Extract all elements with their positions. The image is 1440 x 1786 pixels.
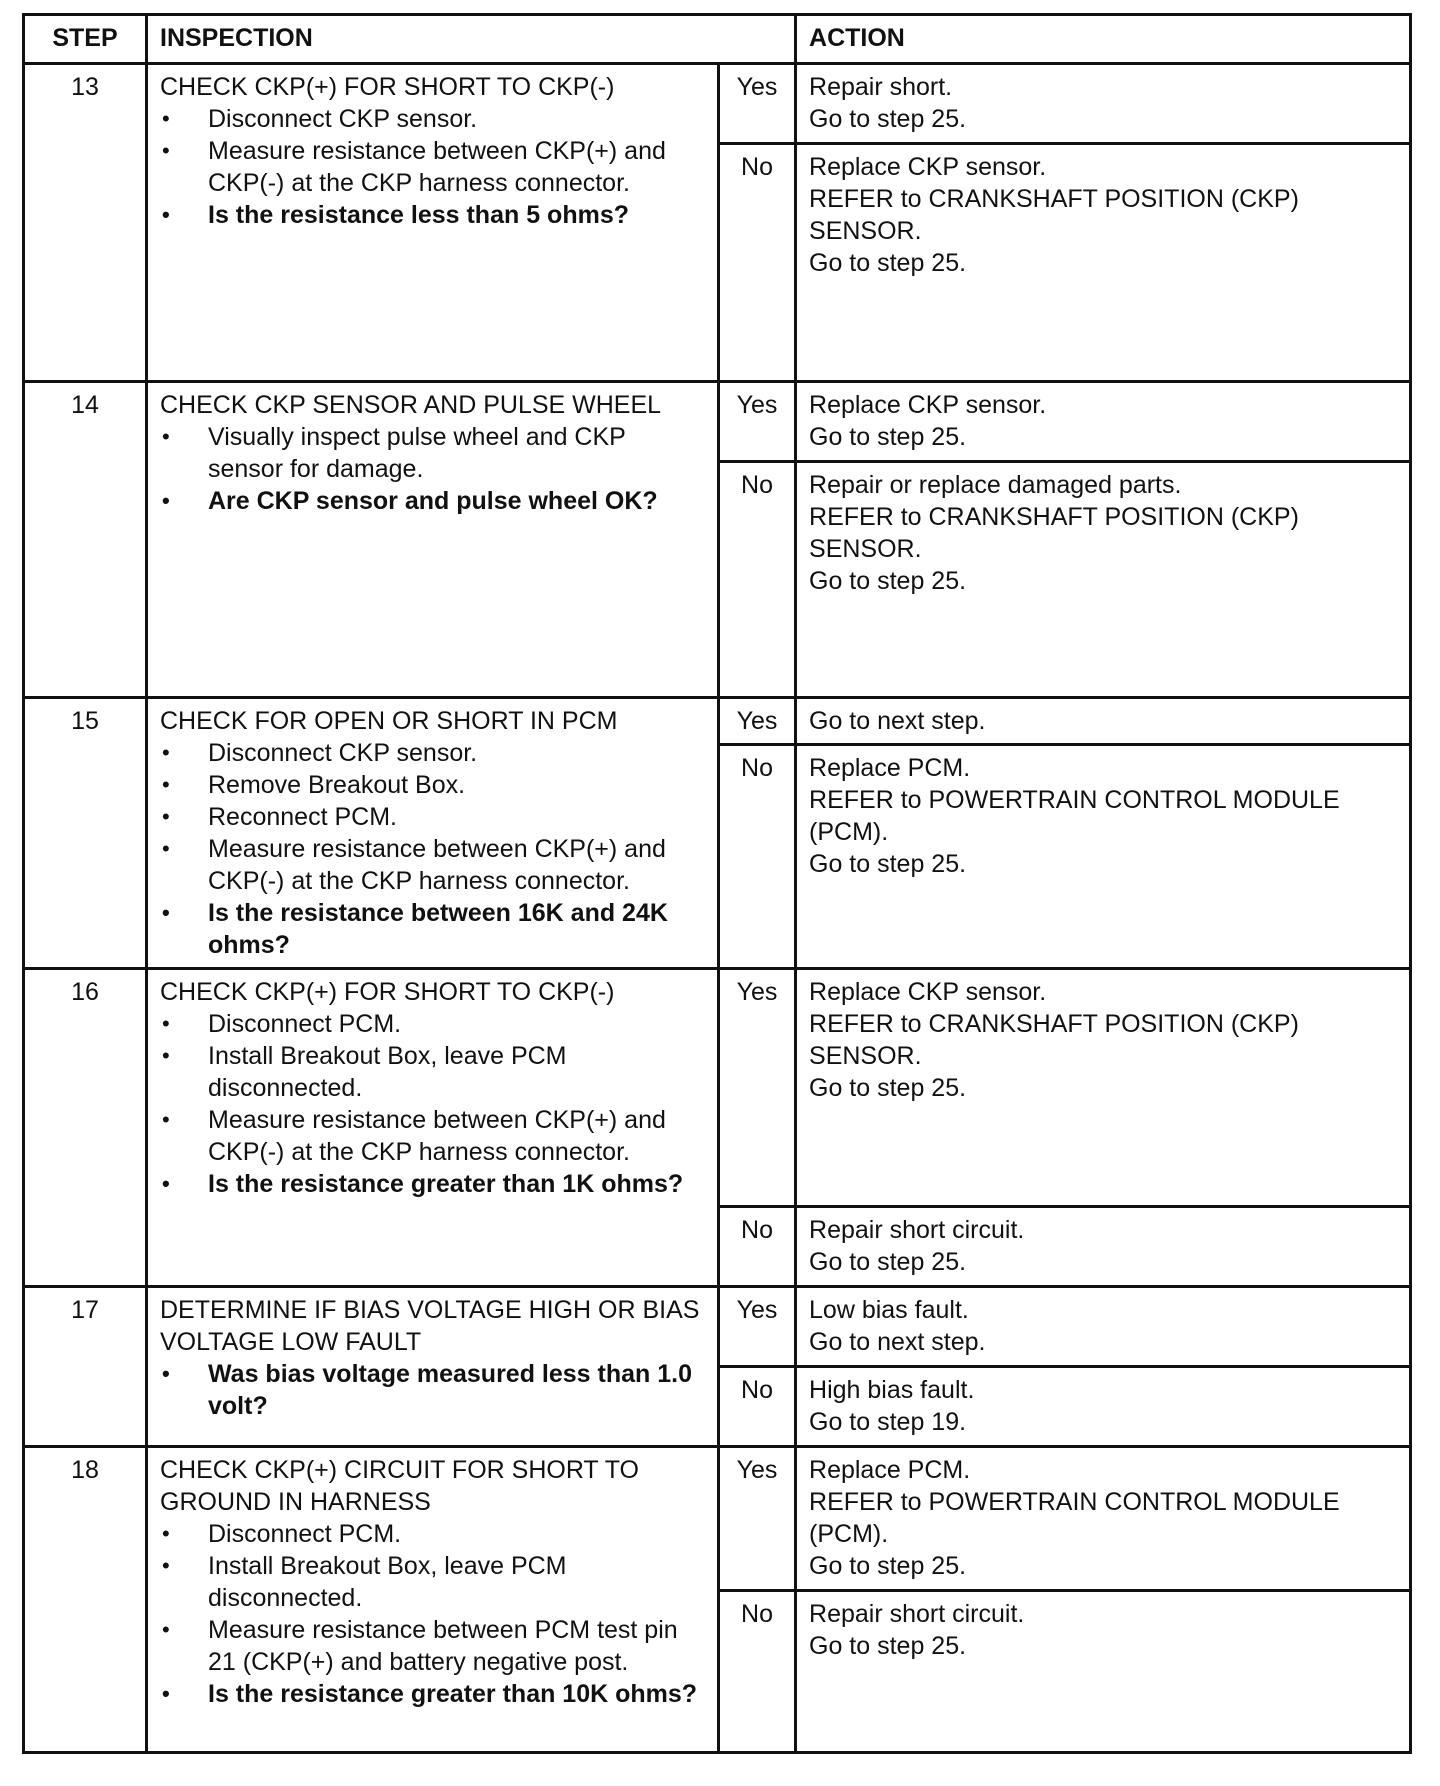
inspection-step: • Reconnect PCM. [160,801,705,833]
no-action [796,1207,1411,1287]
action-line: High bias fault. [809,1376,975,1404]
no-action [796,462,1411,698]
inspection-question: • Is the resistance greater than 1K ohms? [160,1168,705,1200]
action-line: Go to step 25. [809,423,967,451]
no-label: No [719,745,796,969]
action-line: Go to step 25. [809,850,967,878]
step-number: 15 [24,698,147,969]
inspection-step: • Disconnect PCM. [160,1008,705,1040]
action-line: Go to next step. [809,1328,986,1356]
yes-action [796,1447,1411,1591]
yes-action [796,698,1411,745]
yes-action [796,1287,1411,1367]
inspection-title: CHECK CKP(+) FOR SHORT TO CKP(-) [160,73,615,101]
inspection-step: • Disconnect CKP sensor. [160,103,705,135]
action-line: Replace CKP sensor. [809,153,1047,181]
inspection-cell [147,64,719,382]
action-line: Go to next step. [809,707,986,735]
action-line: Replace CKP sensor. [809,391,1047,419]
no-action [796,1591,1411,1753]
step-row-13 [24,64,1411,144]
inspection-title: CHECK FOR OPEN OR SHORT IN PCM [160,707,618,735]
yes-action [796,969,1411,1207]
step-row-15 [24,698,1411,745]
inspection-cell [147,1287,719,1447]
step-row-18 [24,1447,1411,1591]
yes-action [796,64,1411,144]
step-row-16 [24,969,1411,1207]
inspection-title: CHECK CKP SENSOR AND PULSE WHEEL [160,391,662,419]
inspection-header: INSPECTION [147,15,796,64]
inspection-cell [147,382,719,698]
step-row-14 [24,382,1411,462]
yes-label: Yes [719,382,796,462]
pinpoint-test-table [22,13,1412,1754]
step-number: 14 [24,382,147,698]
action-line: REFER to CRANKSHAFT POSITION (CKP) SENSOR. [809,503,1299,563]
step-header: STEP [24,15,147,64]
action-line: Replace PCM. [809,754,971,782]
inspection-step: • Measure resistance between CKP(+) and CKP(-) at the CKP harness connector. [160,1104,705,1168]
step-number: 13 [24,64,147,382]
inspection-steps [160,1008,705,1200]
inspection-question: • Are CKP sensor and pulse wheel OK? [160,485,705,517]
yes-label: Yes [719,698,796,745]
inspection-step: • Remove Breakout Box. [160,769,705,801]
action-line: Go to step 19. [809,1408,967,1436]
action-line: Go to step 25. [809,1248,967,1276]
header-row [24,15,1411,64]
inspection-step: • Install Breakout Box, leave PCM disconnected. [160,1040,705,1104]
action-line: Replace PCM. [809,1456,971,1484]
yes-label: Yes [719,1447,796,1591]
action-line: Repair short circuit. [809,1216,1025,1244]
action-header: ACTION [796,15,1411,64]
inspection-cell [147,1447,719,1753]
no-action [796,745,1411,969]
yes-label: Yes [719,1287,796,1367]
inspection-title: CHECK CKP(+) FOR SHORT TO CKP(-) [160,978,615,1006]
action-line: REFER to POWERTRAIN CONTROL MODULE (PCM). [809,786,1340,846]
inspection-steps [160,1358,705,1422]
yes-label: Yes [719,64,796,144]
inspection-steps [160,421,705,517]
action-line: REFER to CRANKSHAFT POSITION (CKP) SENSOR. [809,185,1299,245]
step-number: 16 [24,969,147,1287]
inspection-step: • Measure resistance between CKP(+) and CKP(-) at the CKP harness connector. [160,135,705,199]
inspection-question: • Is the resistance between 16K and 24K ohms? [160,897,705,961]
inspection-title: CHECK CKP(+) CIRCUIT FOR SHORT TO GROUND IN HARNESS [160,1456,640,1516]
action-line: Repair or replace damaged parts. [809,471,1182,499]
step-number: 18 [24,1447,147,1753]
yes-action [796,382,1411,462]
no-label: No [719,1591,796,1753]
diagnostic-table-page [22,13,1409,1754]
inspection-question: • Was bias voltage measured less than 1.0 volt? [160,1358,705,1422]
inspection-cell [147,969,719,1287]
action-line: Go to step 25. [809,249,967,277]
inspection-step: • Disconnect PCM. [160,1518,705,1550]
inspection-title: DETERMINE IF BIAS VOLTAGE HIGH OR BIAS VOLTAGE LOW FAULT [160,1296,700,1356]
no-action [796,144,1411,382]
inspection-step: • Measure resistance between CKP(+) and CKP(-) at the CKP harness connector. [160,833,705,897]
action-line: Go to step 25. [809,1632,967,1660]
step-row-17 [24,1287,1411,1367]
inspection-step: • Disconnect CKP sensor. [160,737,705,769]
action-line: REFER to POWERTRAIN CONTROL MODULE (PCM). [809,1488,1340,1548]
inspection-question: • Is the resistance less than 5 ohms? [160,199,705,231]
inspection-question: • Is the resistance greater than 10K ohms? [160,1678,705,1710]
action-line: REFER to CRANKSHAFT POSITION (CKP) SENSOR. [809,1010,1299,1070]
inspection-step: • Install Breakout Box, leave PCM disconnected. [160,1550,705,1614]
no-label: No [719,462,796,698]
yes-label: Yes [719,969,796,1207]
no-action [796,1367,1411,1447]
step-number: 17 [24,1287,147,1447]
action-line: Low bias fault. [809,1296,969,1324]
inspection-steps [160,737,705,961]
inspection-step: • Measure resistance between PCM test pin 21 (CKP(+) and battery negative post. [160,1614,705,1678]
action-line: Repair short circuit. [809,1600,1025,1628]
no-label: No [719,144,796,382]
no-label: No [719,1367,796,1447]
inspection-steps [160,103,705,231]
no-label: No [719,1207,796,1287]
action-line: Go to step 25. [809,1552,967,1580]
inspection-steps [160,1518,705,1710]
action-line: Go to step 25. [809,567,967,595]
action-line: Replace CKP sensor. [809,978,1047,1006]
inspection-cell [147,698,719,969]
action-line: Repair short. [809,73,953,101]
inspection-step: • Visually inspect pulse wheel and CKP sensor for damage. [160,421,705,485]
action-line: Go to step 25. [809,1074,967,1102]
action-line: Go to step 25. [809,105,967,133]
